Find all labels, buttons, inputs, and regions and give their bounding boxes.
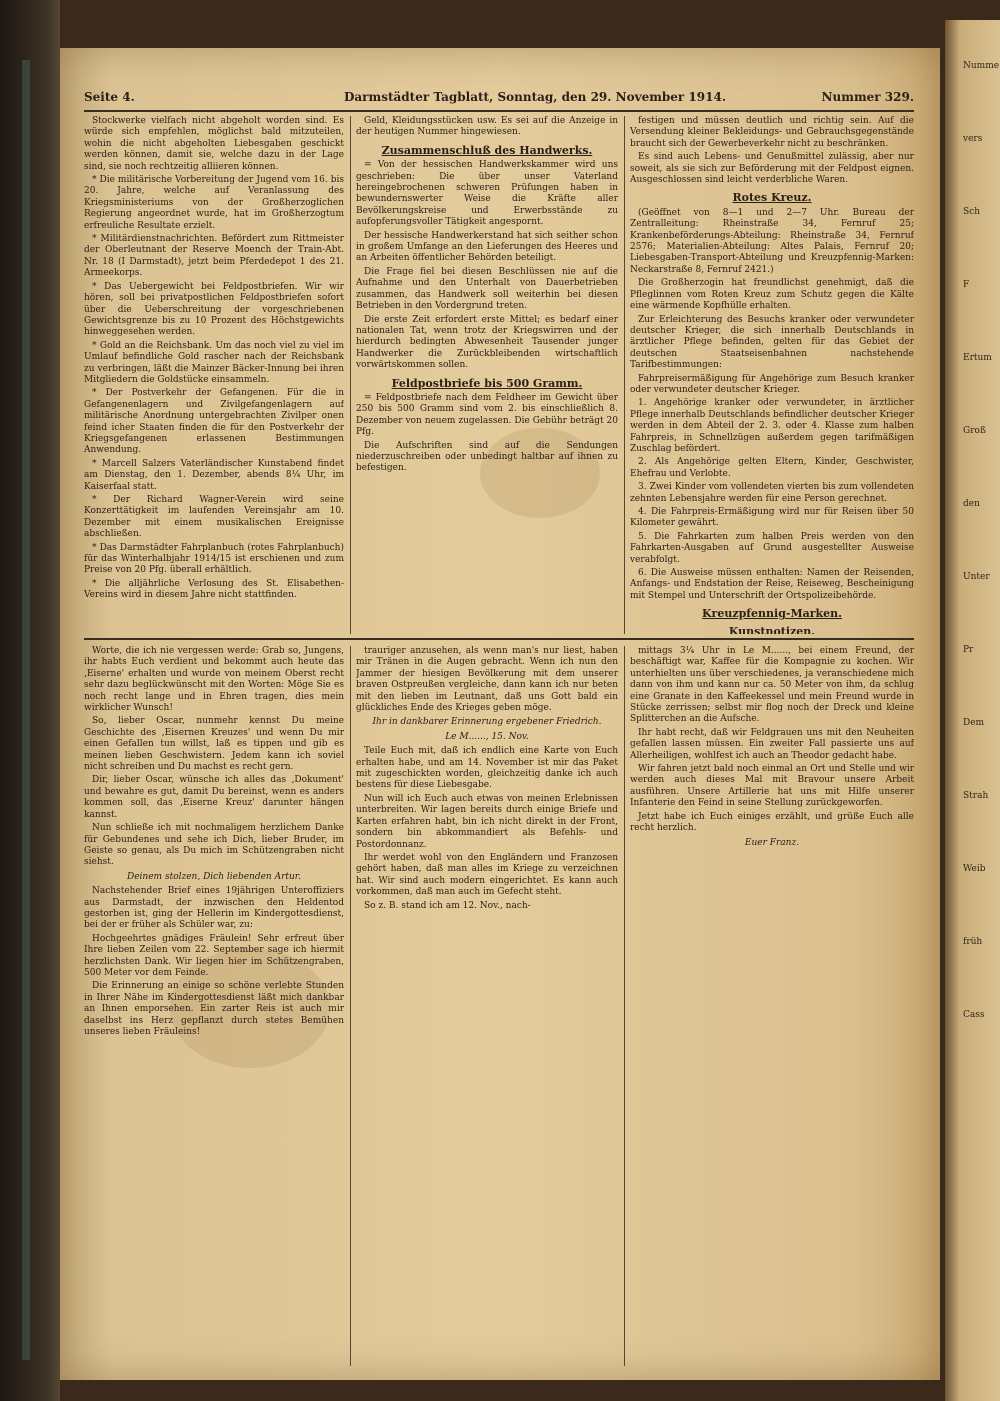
column-rule [350, 646, 351, 1366]
article-heading: Kunstnotizen. [728, 624, 816, 634]
column-rule [624, 116, 625, 634]
bottom-column-2 [356, 646, 618, 1366]
article-paragraph: * Gold an die Reichsbank. Um das noch viel zu viel im Umlauf befindliche Gold rascher nach der Reichsbank zu verbringen, läßt die Mainzer Bäcker-Innung bei ihren Mitgliedern die Goldstücke einsammeln. [84, 340, 344, 385]
article-paragraph: Die erste Zeit erfordert erste Mittel; es bedarf einer nationalen Tat, wenn trotz der Kriegswirren und der hierdurch bedingten Abwesenheit Tausender junger Handwerker die Zurückbleibenden wirtschaftlich vorwärtskommen sollen. [356, 314, 618, 371]
article-paragraph: 2. Als Angehörige gelten Eltern, Kinder, Geschwister, Ehefrau und Verlobte. [630, 457, 914, 479]
letter-signature: Deinem stolzen, Dich liebenden Artur. [127, 871, 301, 882]
article-paragraph: Stockwerke vielfach nicht abgeholt worden sind. Es würde sich empfehlen, möglichst bald mitzuteilen, wohin die nicht abgeholten Liebesgaben geschickt werden können, damit sie, welche dazu in der Lage sind, sie noch rechtzeitig alliieren können. [84, 116, 344, 172]
next-page-fragment: Unter [963, 572, 990, 582]
page-header [84, 88, 914, 112]
article-paragraph: Die Großherzogin hat freundlichst genehmigt, daß die Pfleglinnen vom Roten Kreuz zum Schutz gegen die Kälte eine wärmende Kopfhülle erhalten. [630, 278, 914, 312]
column-rule [350, 116, 351, 634]
next-page-edge [945, 20, 1000, 1401]
article-heading: Zusammenschluß des Handwerks. [381, 143, 593, 157]
next-page-fragment: Groß [963, 426, 986, 436]
article-paragraph: Geld, Kleidungsstücken usw. Es sei auf die Anzeige in der heutigen Nummer hingewiesen. [356, 116, 618, 138]
next-page-fragment: Pr [963, 645, 974, 655]
page-number: Seite 4. [84, 90, 135, 104]
article-paragraph: Die Frage fiel bei diesen Beschlüssen nie auf die Aufnahme und den Unterhalt von Dauerbetrieben zusammen, das Handwerk soll weiterhin bei diesen Betrieben in den Vordergrund treten. [356, 266, 618, 312]
newspaper-page [60, 48, 940, 1380]
article-paragraph: * Die militärische Vorbereitung der Jugend vom 16. bis 20. Jahre, welche auf Veranlassung des Kriegsministeriums von der Großherzoglichen Regierung angeordnet wurde, hat im Großherzogtum erfreuliche Resultate erzielt. [84, 175, 344, 231]
article-paragraph: 1. Angehörige kranker oder verwundeter, in ärztlicher Pflege innerhalb Deutschlands befindlicher deutscher Krieger werden in dem Abteil der 2. 3. oder 4. Klasse zum halben Fahrpreis, in Schnellzügen außerdem gegen tarifmäßigen Zuschlag befördert. [630, 398, 914, 454]
letter-paragraph: Nun schließe ich mit nochmaligem herzlichem Danke für Gebundenes und sehe ich Dich, lieber Bruder, im Geiste so genau, als Du mich im Schützengraben nicht siehst. [84, 823, 344, 868]
article-paragraph: * Das Darmstädter Fahrplanbuch (rotes Fahrplanbuch) für das Winterhalbjahr 1914/15 ist erschienen und zum Preise von 20 Pfg. überall erhältlich. [84, 542, 344, 576]
article-paragraph: * Das Uebergewicht bei Feldpostbriefen. Wir wir hören, soll bei privatpostlichen Feldpostbriefen sofort über die Ueberschreitung der vorgeschriebenen Gewichtsgrenze bis zu 10 Prozent des Höchstgewichts hinweggesehen werden. [84, 281, 344, 338]
binding-stripe [22, 60, 30, 1360]
letter-paragraph: Wir fahren jetzt bald noch einmal an Ort und Stelle und wir werden auch dieses Mal mit Bravour unsere Arbeit ausführen. Unsere Artillerie hat uns mit Hilfe unserer Infanterie den Feind in seine Stellung zurückgeworfen. [630, 764, 914, 809]
masthead: Darmstädter Tagblatt, Sonntag, den 29. November 1914. [344, 90, 727, 104]
article-paragraph: 6. Die Ausweise müssen enthalten: Namen der Reisenden, Anfangs- und Endstation der Reise, Reiseweg, Bescheinigung mit Stempel und Unterschrift der Ortspolizeibehörde. [630, 568, 914, 601]
article-paragraph: (Geöffnet von 8—1 und 2—7 Uhr. Bureau der Zentralleitung: Rheinstraße 34, Fernruf 25; Krankenbeförderungs-Abteilung: Rheinstraße 34, Fernruf 2576; Materialien-Abteilung: Altes Palais, Fernruf 20; Liebesgaben-Transport-Abteilung und Kreuzpfennig-Marken: Neckarstraße 8, Fernruf 2421.) [630, 207, 914, 275]
top-column-3 [630, 116, 914, 634]
bottom-column-3 [630, 646, 914, 1366]
letter-paragraph: Teile Euch mit, daß ich endlich eine Karte von Euch erhalten habe, und am 14. November ist mir das Paket mit zugeschickten worden, gleichzeitig danke ich auch bestens für diese Liebesgabe. [356, 746, 618, 791]
next-page-fragment: den [963, 499, 980, 509]
article-paragraph: Die Aufschriften sind auf die Sendungen niederzuschreiben oder unbedingt haltbar auf ihnen zu befestigen. [356, 440, 618, 474]
article-paragraph: * Der Richard Wagner-Verein wird seine Konzerttätigkeit im laufenden Vereinsjahr am 10. Dezember mit einem musikalischen Ereignisse abschließen. [84, 495, 344, 540]
next-page-fragment: früh [963, 937, 983, 947]
article-paragraph: Zur Erleichterung des Besuchs kranker oder verwundeter deutscher Krieger, die sich innerhalb Deutschlands in ärztlicher Pflege befinden, gelten für das Gebiet der deutschen Staatseisenbahnen nachstehende Tarifbestimmungen: [630, 314, 914, 371]
next-page-fragment: Dem [963, 718, 985, 728]
letter-paragraph: Die Erinnerung an einige so schöne verlebte Stunden in Ihrer Nähe im Kindergottesdienst läßt mich dankbar an Ihnen emporsehen. Ein zarter Reis ist auch mir daselbst ins Herz gepflanzt durch stetes Bemühen unseres lieben Fräuleins! [84, 981, 344, 1037]
letter-paragraph: So, lieber Oscar, nunmehr kennst Du meine Geschichte des ‚Eisernen Kreuzes' und wenn Du mir einen Gefallen tun willst, laß es tippen und gib es meinen lieben Geschwistern. Jedem kann ich soviel nicht schreiben und Du machst es recht gern. [84, 716, 344, 773]
letter-paragraph: Ihr werdet wohl von den Engländern und Franzosen gehört haben, daß man alles im Kriege zu verzeichnen hat. Wir sind auch modern eingerichtet. Es kann auch vorkommen, daß man auch im Gefecht steht. [356, 852, 618, 898]
letter-paragraph: Jetzt habe ich Euch einiges erzählt, und grüße Euch alle recht herzlich. [630, 811, 914, 834]
next-page-fragment: vers [963, 134, 983, 144]
article-paragraph: 4. Die Fahrpreis-Ermäßigung wird nur für Reisen über 50 Kilometer gewährt. [630, 507, 914, 529]
top-column-1 [84, 116, 344, 634]
article-paragraph: Der hessische Handwerkerstand hat sich seither schon in großem Umfange an den Lieferungen des Heeres und an Arbeiten öffentlicher Behörden beteiligt. [356, 230, 618, 264]
article-paragraph: Fahrpreisermäßigung für Angehörige zum Besuch kranker oder verwundeter deutscher Krieger. [630, 373, 914, 395]
next-page-fragment: Cass [963, 1010, 985, 1020]
top-column-2 [356, 116, 618, 634]
letter-paragraph: Hochgeehrtes gnädiges Fräulein! Sehr erfreut über Ihre lieben Zeilen vom 22. September sage ich hiermit herzlichsten Dank. Wir liegen hier im Schützengraben, 500 Meter vor dem Feinde. [84, 933, 344, 978]
next-page-fragment: Ertum [963, 353, 992, 363]
letter-signature: Ihr in dankbarer Erinnerung ergebener Friedrich. [372, 717, 602, 728]
article-paragraph: 3. Zwei Kinder vom vollendeten vierten bis zum vollendeten zehnten Lebensjahre werden für eine Person gerechnet. [630, 482, 914, 504]
bottom-column-1 [84, 646, 344, 1366]
article-paragraph: 5. Die Fahrkarten zum halben Preis werden von den Fahrkarten-Ausgaben auf Grund ausgestellter Ausweise verabfolgt. [630, 531, 914, 565]
next-page-fragment: Strah [963, 791, 989, 801]
book-binding [0, 0, 60, 1401]
article-paragraph: * Die alljährliche Verlosung des St. Elisabethen-Vereins wird in diesem Jahre nicht stattfinden. [84, 578, 344, 601]
letter-paragraph: Ihr habt recht, daß wir Feldgrauen uns mit den Neuheiten gefallen lassen müssen. Ein zweiter Fall passierte uns auf Allerheiligen, wohlfest ich auch an Theodor gedacht habe. [630, 727, 914, 761]
letter-dateline: Le M......, 15. Nov. [445, 731, 529, 742]
letter-paragraph: Nun will ich Euch auch etwas von meinen Erlebnissen unterbreiten. Wir lagen bereits durch einige Briefe und Karten erfahren habt, bin ich nicht direkt in der Front, sondern bin abkommandiert als Befehls- und Postordonnanz. [356, 793, 618, 850]
letter-paragraph: Dir, lieber Oscar, wünsche ich alles das ‚Dokument' und bewahre es gut, damit Du bereinst, wenn es anders kommen soll, das ‚Eiserne Kreuz' darunter hängen kannst. [84, 775, 344, 820]
article-paragraph: * Militärdienstnachrichten. Befördert zum Rittmeister der Oberleutnant der Reserve Moench der Train-Abt. Nr. 18 (I Darmstadt), jetzt beim Pferdedepot 1 des 21. Armeekorps. [84, 234, 344, 279]
letter-paragraph: Nachstehender Brief eines 19jährigen Unteroffiziers aus Darmstadt, der inzwischen den Heldentod gestorben ist, ging der Hellerin im Kindergottesdienst, bei der er früher als Schüler war, zu: [84, 886, 344, 931]
column-rule [624, 646, 625, 1366]
section-rule [84, 638, 914, 640]
article-paragraph: = Von der hessischen Handwerkskammer wird uns geschrieben: Die über unser Vaterland hereingebrochenen schweren Prüfungen haben in bewundernswerter Weise die Kräfte aller Bevölkerungskreise und Erwerbsstände zu aufopferungsvoller Tätigkeit angespornt. [356, 160, 618, 228]
letter-paragraph: So z. B. stand ich am 12. Nov., nach- [364, 900, 531, 911]
article-paragraph: festigen und müssen deutlich und richtig sein. Auf die Versendung kleiner Bekleidungs- und Gebrauchsgegenstände braucht sich der Gewerbeverkehr nicht zu beschränken. [630, 116, 914, 149]
letter-paragraph: mittags 3¼ Uhr in Le M......, bei einem Freund, der beschäftigt war, Kaffee für die Kompagnie zu kochen. Wir unterhielten uns über verschiedenes, ja veranschiedene mich dann von ihm und kann nur ca. 50 Meter von ihm, da schlug eine Granate in den Kaffeekessel und mein Freund wurde in Stücke zerrissen; selbst mir flog noch der Dreck und kleine Splitterchen an die Aufsche. [630, 646, 914, 725]
letter-signature: Euer Franz. [744, 837, 800, 848]
article-paragraph: Es sind auch Lebens- und Genußmittel zulässig, aber nur soweit, als sie sich zur Beförderung mit der Feldpost eignen. Ausgeschlossen sind leicht verderbliche Waren. [630, 152, 914, 186]
next-page-fragment: Sch [963, 207, 981, 217]
article-heading: Rotes Kreuz. [732, 191, 812, 205]
article-paragraph: = Feldpostbriefe nach dem Feldheer im Gewicht über 250 bis 500 Gramm sind vom 2. bis einschließlich 8. Dezember von neuem zugelassen. Die Gebühr beträgt 20 Pfg. [356, 392, 618, 438]
next-page-fragment: Weib [963, 864, 986, 874]
article-paragraph: * Marcell Salzers Vaterländischer Kunstabend findet am Dienstag, den 1. Dezember, abends 8¼ Uhr, im Kaiserfaal statt. [84, 458, 344, 492]
issue-number: Nummer 329. [821, 90, 914, 104]
article-paragraph: * Der Postverkehr der Gefangenen. Für die in Gefangenenlagern und Zivilgefangenlagern auf militärische Anordnung untergebrachten Zivilper onen feind icher Staaten finden die für den Postverkehr der Kriegsgefangenen erlassenen Bestimmungen Anwendung. [84, 388, 344, 456]
next-page-fragment: Numme [963, 61, 1000, 71]
article-heading: Kreuzpfennig-Marken. [702, 607, 842, 621]
next-page-fragment: F [963, 280, 970, 290]
article-heading: Feldpostbriefe bis 500 Gramm. [391, 376, 583, 390]
letter-paragraph: trauriger anzusehen, als wenn man's nur liest, haben mir Tränen in die Augen gebracht. Wenn ich nun den Jammer der hiesigen Bevölkerung mit dem unserer braven Ostpreußen vergleiche, dann kann ich nur beten mit den lieben im Leutnant, daß uns Gott bald ein glückliches Ende des Krieges geben möge. [356, 646, 618, 714]
letter-paragraph: Worte, die ich nie vergessen werde: Grab so, Jungens, ihr habts Euch verdient und bekommt auch heute das ‚Eiserne' erhalten und wurde von meinem Oberst recht sehr dazu beglückwünscht mit den Worten: Möge Sie es noch recht lange und in Ehren tragen, dies mein wirklicher Wunsch! [84, 646, 344, 714]
next-page-fragments [963, 60, 1000, 1082]
